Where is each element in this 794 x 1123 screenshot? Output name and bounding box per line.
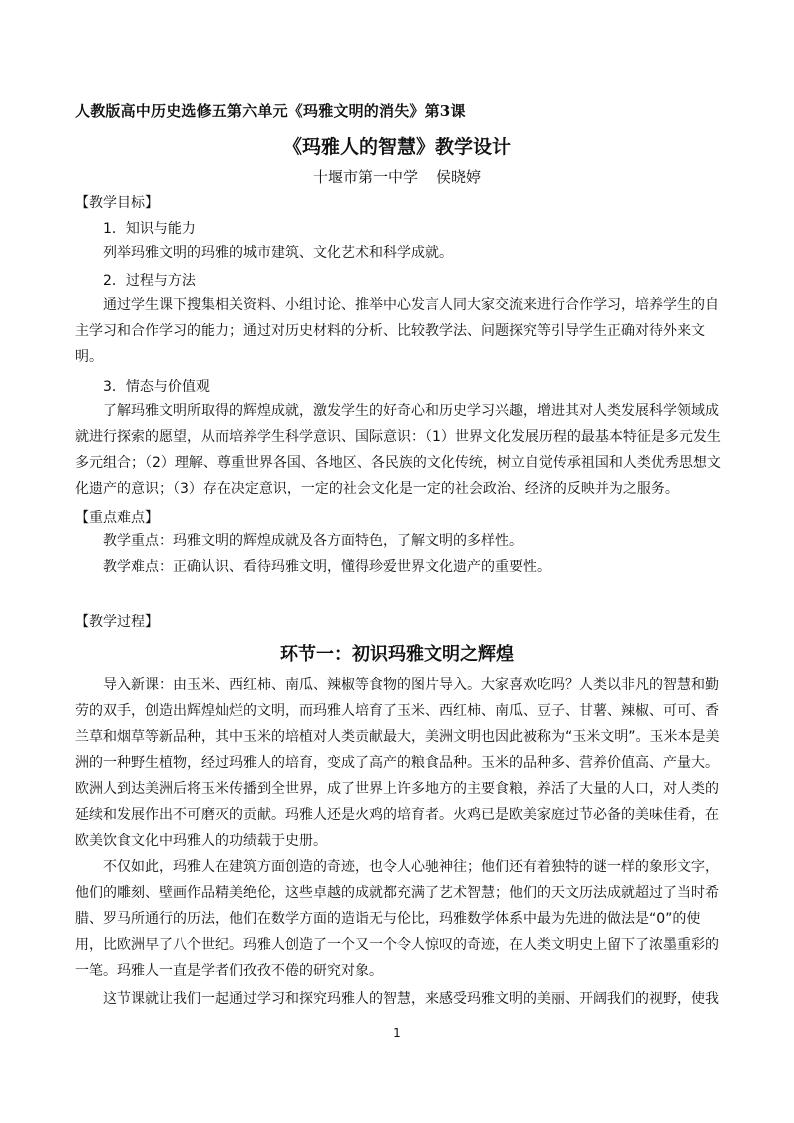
author-line (0, 166, 794, 187)
page-number: 1 (393, 1026, 401, 1040)
school-name: 十堰市第一中学 (312, 168, 418, 186)
objective-1-label: 1．知识与能力 (103, 221, 196, 237)
key-points-heading: 【重点难点】 (75, 510, 159, 526)
objective-2-text: 通过学生课下搜集相关资料、小组讨论、推举中心发言人同大家交流来进行合作学习，培养学生的自主学习和合作学习的能力；通过对历史材料的分析、比较教学法、问题探究等引导学生正确对待外来文明。 (75, 297, 719, 365)
section-1-title: 环节一：初识玛雅文明之辉煌 (280, 644, 514, 665)
process-paragraph-1: 导入新课：由玉米、西红柿、南瓜、辣椒等食物的图片导入。大家喜欢吃吗？人类以非凡的智慧和勤劳的双手，创造出辉煌灿烂的文明，而玛雅人培育了玉米、西红柿、南瓜、豆子、甘薯、辣椒、可可、香兰草和烟草等新品种，其中玉米的培植对人类贡献最大，美洲文明也因此被称为“玉米文明”。玉米本是美洲的一种野生植物，经过玛雅人的培育，变成了高产的粮食品种。玉米的品种多、营养价值高、产量大。欧洲人到达美洲后将玉米传播到全世界，成了世界上许多地方的主要食粮，养活了大量的人口，对人类的延续和发展作出不可磨灭的贡献。玛雅人还是火鸡的培育者。火鸡已是欧美家庭过节必备的美味佳肴，在欧美饮食文化中玛雅人的功绩载于史册。 (75, 677, 720, 849)
teacher-name: 侯晓婷 (436, 168, 482, 186)
course-line: 人教版高中历史选修五第六单元《玛雅文明的消失》第3课 (75, 102, 466, 120)
document-title: 《玛雅人的智慧》教学设计 (282, 136, 511, 158)
teaching-difficulty: 教学难点：正确认识、看待玛雅文明，懂得珍爱世界文化遗产的重要性。 (103, 559, 551, 575)
objective-1-text: 列举玛雅文明的玛雅的城市建筑、文化艺术和科学成就。 (103, 245, 453, 261)
objective-3-label: 3．情态与价值观 (103, 379, 210, 395)
teaching-focus: 教学重点：玛雅文明的辉煌成就及各方面特色，了解文明的多样性。 (103, 533, 523, 549)
objectives-heading: 【教学目标】 (75, 195, 159, 211)
process-paragraph-3: 这节课就让我们一起通过学习和探究玛雅人的智慧，来感受玛雅文明的美丽、开阔我们的视野，使我 (103, 991, 719, 1007)
objective-2-label: 2．过程与方法 (103, 273, 196, 289)
process-paragraph-2: 不仅如此，玛雅人在建筑方面创造的奇迹，也令人心驰神往；他们还有着独特的谜一样的象形文字，他们的雕刻、壁画作品精美绝伦，这些卓越的成就都充满了艺术智慧；他们的天文历法成就超过了当时希腊、罗马所通行的历法，他们在数学方面的造诣无与伦比，玛雅数学体系中最为先进的做法是“0”的使用，比欧洲早了八个世纪。玛雅人创造了一个又一个令人惊叹的奇迹，在人类文明史上留下了浓墨重彩的一笔。玛雅人一直是学者们孜孜不倦的研究对象。 (75, 859, 719, 979)
objective-3-text: 了解玛雅文明所取得的辉煌成就，激发学生的好奇心和历史学习兴趣，增进其对人类发展科学领域成就进行探索的愿望，从而培养学生科学意识、国际意识：（1）世界文化发展历程的最基本特征是多元发生多元组合；（2）理解、尊重世界各国、各地区、各民族的文化传统，树立自觉传承祖国和人类优秀思想文化遗产的意识；（3）存在决定意识，一定的社会文化是一定的社会政治、经济的反映并为之服务。 (75, 403, 721, 497)
process-heading: 【教学过程】 (75, 614, 159, 630)
